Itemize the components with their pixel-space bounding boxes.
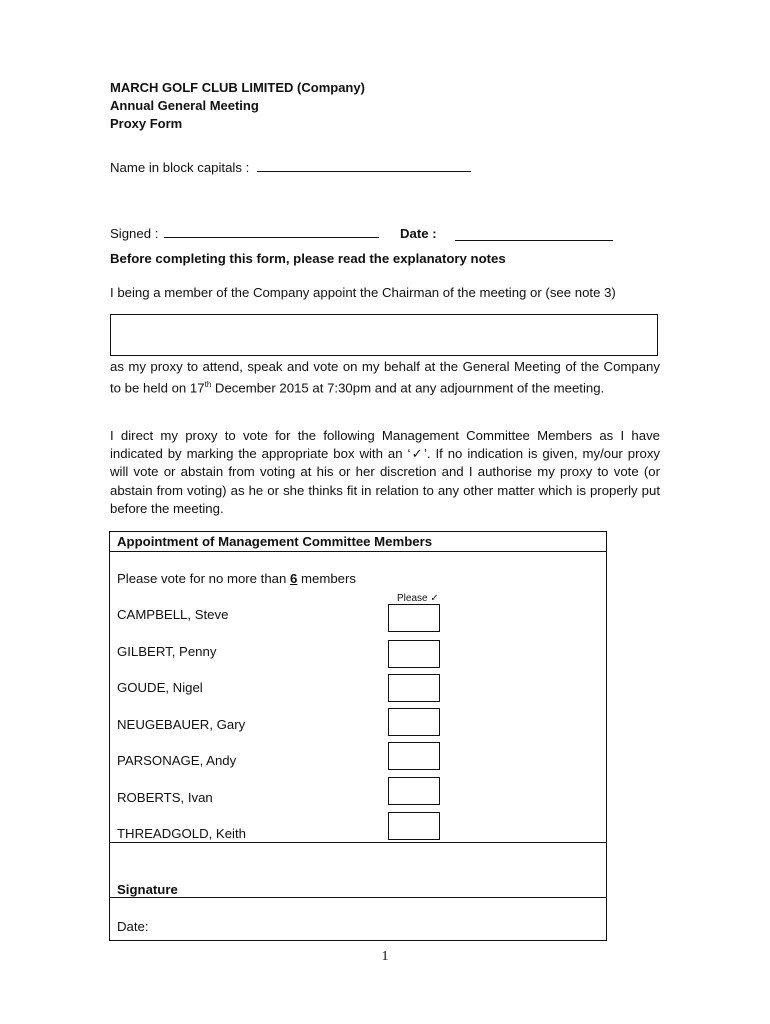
- candidate-name: CAMPBELL, Steve: [117, 607, 229, 622]
- vote-checkbox[interactable]: [388, 812, 440, 840]
- vote-instruction: [117, 570, 356, 588]
- signed-field: [110, 225, 379, 243]
- vote-checkbox[interactable]: [388, 742, 440, 770]
- name-field-label: Name in block capitals :: [110, 160, 250, 175]
- panel-date-label: Date:: [117, 919, 149, 934]
- name-field: [110, 159, 471, 177]
- vote-checkbox[interactable]: [388, 604, 440, 632]
- proxy-text-sup: th: [204, 380, 212, 390]
- vote-checkbox[interactable]: [388, 708, 440, 736]
- page-number: 1: [381, 949, 389, 964]
- name-line[interactable]: [257, 171, 471, 172]
- appoint-text: I being a member of the Company appoint the Chairman of the meeting or (see note 3): [110, 285, 616, 300]
- date-line[interactable]: [455, 225, 613, 241]
- candidate-name: PARSONAGE, Andy: [117, 753, 237, 768]
- vote-checkbox[interactable]: [388, 777, 440, 805]
- meeting-title: Annual General Meeting: [110, 98, 259, 113]
- proxy-paragraph: [110, 358, 660, 398]
- signed-field-label: Signed :: [110, 226, 159, 241]
- proxy-name-box[interactable]: [110, 314, 658, 356]
- vote-suffix: members: [297, 571, 356, 586]
- direct-paragraph: I direct my proxy to vote for the following Management Committee Members as I have indicated by marking the appropriate box with an ‘✓’. If no indication is given, my/our proxy will vote or abstain from voting at his or her discretion and I authorise my proxy to vote (or abstain from voting) as he or she thinks fit in relation to any other matter which is properly put before the meeting.: [110, 428, 660, 516]
- committee-panel: [109, 531, 607, 941]
- signed-line[interactable]: [164, 237, 379, 238]
- proxy-text-part2: December 2015 at 7:30pm and at any adjournment of the meeting.: [211, 380, 605, 396]
- candidate-name: GOUDE, Nigel: [117, 680, 203, 695]
- signature-label: Signature: [117, 882, 178, 897]
- date-field-label: Date :: [400, 226, 437, 241]
- company-title: MARCH GOLF CLUB LIMITED (Company): [110, 80, 365, 95]
- vote-checkbox[interactable]: [388, 640, 440, 668]
- please-tick-label: Please ✓: [397, 593, 439, 604]
- proxy-text-part1: as my proxy to attend, speak and vote on my behalf at the General Meeting of the Company to be held on 17: [110, 359, 660, 396]
- candidate-name: GILBERT, Penny: [117, 644, 217, 659]
- vote-number: 6: [290, 571, 298, 586]
- vote-prefix: Please vote for no more than: [117, 571, 291, 586]
- candidate-name: THREADGOLD, Keith: [117, 826, 246, 841]
- candidate-name: NEUGEBAUER, Gary: [117, 717, 246, 732]
- candidate-name: ROBERTS, Ivan: [117, 790, 213, 805]
- explanatory-notice: Before completing this form, please read the explanatory notes: [110, 251, 506, 266]
- committee-title: Appointment of Management Committee Members: [117, 534, 433, 549]
- vote-checkbox[interactable]: [388, 674, 440, 702]
- form-title: Proxy Form: [110, 116, 183, 131]
